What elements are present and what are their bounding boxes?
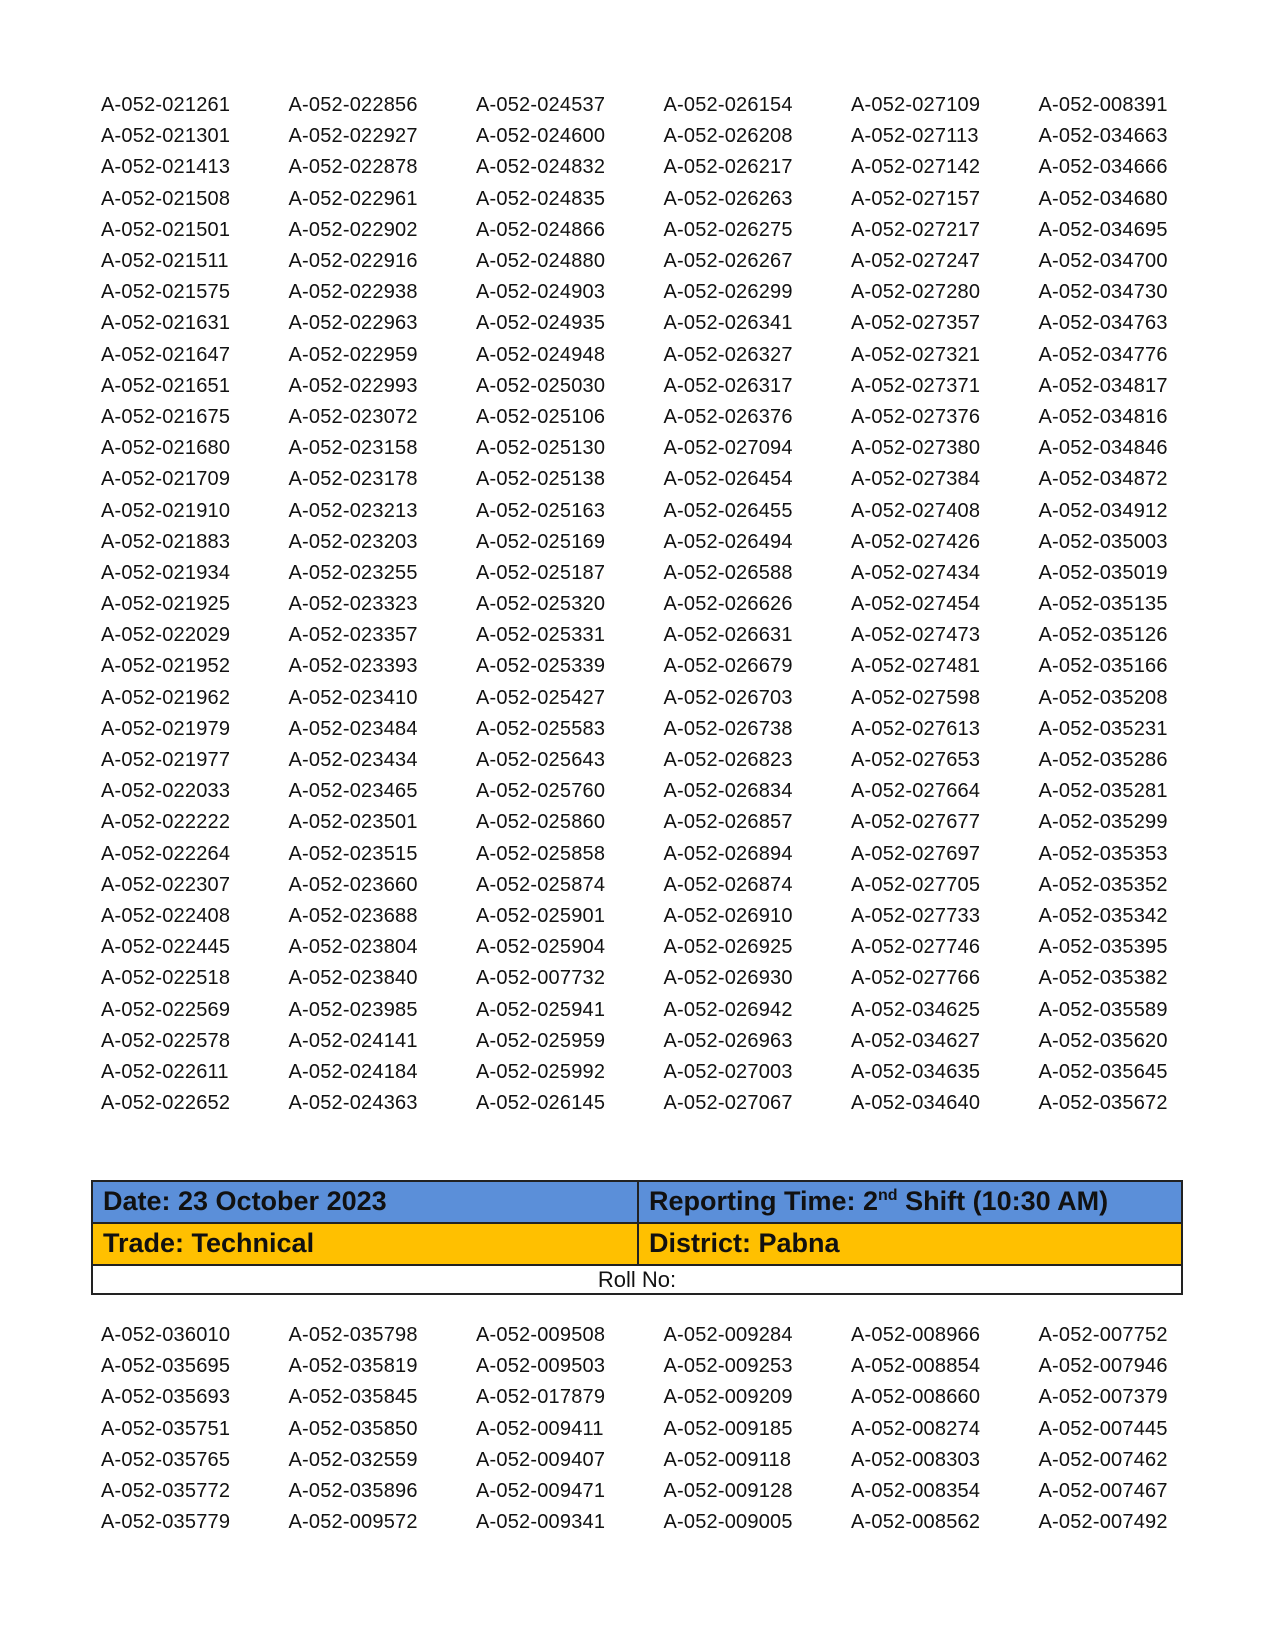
roll-number: A-052-023501 — [288, 811, 418, 834]
roll-number: A-052-026631 — [663, 624, 793, 647]
roll-number: A-052-008391 — [1038, 94, 1168, 117]
roll-number: A-052-009284 — [663, 1324, 793, 1347]
top-row — [101, 527, 1226, 558]
top-row — [101, 1057, 1226, 1088]
roll-number: A-052-034700 — [1038, 250, 1168, 273]
roll-number: A-052-026341 — [663, 312, 793, 335]
roll-number: A-052-025904 — [476, 936, 606, 959]
roll-number: A-052-034695 — [1038, 218, 1168, 241]
roll-number: A-052-035693 — [101, 1386, 231, 1409]
roll-number: A-052-008303 — [851, 1448, 981, 1471]
roll-number: A-052-027157 — [851, 187, 981, 210]
roll-number: A-052-026455 — [663, 499, 793, 522]
district-cell: District: Pabna — [637, 1224, 1181, 1264]
roll-number: A-052-022518 — [101, 967, 231, 990]
roll-number: A-052-009572 — [288, 1511, 418, 1534]
roll-number: A-052-009508 — [476, 1324, 606, 1347]
roll-number: A-052-026963 — [663, 1029, 793, 1052]
roll-number: A-052-025187 — [476, 561, 606, 584]
roll-number: A-052-027473 — [851, 624, 981, 647]
roll-number: A-052-023393 — [288, 655, 418, 678]
roll-number: A-052-022445 — [101, 936, 231, 959]
roll-number: A-052-035352 — [1038, 873, 1168, 896]
roll-number: A-052-035342 — [1038, 904, 1168, 927]
top-row — [101, 994, 1226, 1025]
roll-number: A-052-026267 — [663, 250, 793, 273]
roll-number: A-052-026834 — [663, 780, 793, 803]
roll-number: A-052-024935 — [476, 312, 606, 335]
roll-number: A-052-022902 — [288, 218, 418, 241]
roll-number: A-052-026299 — [663, 281, 793, 304]
roll-number: A-052-008660 — [851, 1386, 981, 1409]
roll-number: A-052-021925 — [101, 593, 231, 616]
roll-number: A-052-025858 — [476, 842, 606, 865]
roll-number: A-052-027426 — [851, 530, 981, 553]
roll-number: A-052-026208 — [663, 125, 793, 148]
roll-number: A-052-024903 — [476, 281, 606, 304]
roll-number: A-052-021508 — [101, 187, 231, 210]
roll-number: A-052-024363 — [288, 1092, 418, 1115]
roll-number: A-052-021883 — [101, 530, 231, 553]
roll-number: A-052-025163 — [476, 499, 606, 522]
roll-number: A-052-023357 — [288, 624, 418, 647]
top-row — [101, 932, 1226, 963]
roll-number: A-052-007467 — [1038, 1480, 1168, 1503]
top-row — [101, 152, 1226, 183]
roll-number: A-052-027384 — [851, 468, 981, 491]
top-row — [101, 90, 1226, 121]
roll-number: A-052-027247 — [851, 250, 981, 273]
roll-number: A-052-027598 — [851, 686, 981, 709]
top-row — [101, 495, 1226, 526]
roll-number: A-052-007462 — [1038, 1448, 1168, 1471]
roll-number: A-052-008354 — [851, 1480, 981, 1503]
roll-number: A-052-035231 — [1038, 717, 1168, 740]
roll-number: A-052-026376 — [663, 405, 793, 428]
roll-number: A-052-009128 — [663, 1480, 793, 1503]
roll-number: A-052-035819 — [288, 1355, 418, 1378]
top-row — [101, 558, 1226, 589]
bottom-row — [101, 1507, 1226, 1538]
roll-number: A-052-023323 — [288, 593, 418, 616]
roll-number: A-052-027705 — [851, 873, 981, 896]
roll-number: A-052-035353 — [1038, 842, 1168, 865]
roll-number: A-052-035166 — [1038, 655, 1168, 678]
top-row — [101, 901, 1226, 932]
roll-number: A-052-022569 — [101, 998, 231, 1021]
top-row — [101, 433, 1226, 464]
roll-number: A-052-025331 — [476, 624, 606, 647]
roll-number: A-052-022578 — [101, 1029, 231, 1052]
roll-number: A-052-026925 — [663, 936, 793, 959]
roll-number: A-052-024832 — [476, 156, 606, 179]
roll-number: A-052-027380 — [851, 437, 981, 460]
top-row — [101, 121, 1226, 152]
roll-number: A-052-021261 — [101, 94, 231, 117]
roll-number: A-052-027454 — [851, 593, 981, 616]
top-row — [101, 340, 1226, 371]
roll-number: A-052-025643 — [476, 749, 606, 772]
roll-number: A-052-027217 — [851, 218, 981, 241]
roll-number: A-052-007379 — [1038, 1386, 1168, 1409]
roll-number: A-052-024141 — [288, 1029, 418, 1052]
roll-number: A-052-021680 — [101, 437, 231, 460]
roll-number: A-052-035779 — [101, 1511, 231, 1534]
roll-number: A-052-035208 — [1038, 686, 1168, 709]
roll-number: A-052-022963 — [288, 312, 418, 335]
roll-number: A-052-035772 — [101, 1480, 231, 1503]
roll-number: A-052-022927 — [288, 125, 418, 148]
top-row — [101, 807, 1226, 838]
roll-number: A-052-026217 — [663, 156, 793, 179]
roll-number: A-052-034817 — [1038, 374, 1168, 397]
roll-number: A-052-027677 — [851, 811, 981, 834]
roll-number: A-052-027142 — [851, 156, 981, 179]
top-row — [101, 308, 1226, 339]
top-row — [101, 651, 1226, 682]
roll-number: A-052-026894 — [663, 842, 793, 865]
roll-number: A-052-022408 — [101, 904, 231, 927]
roll-number: A-052-022961 — [288, 187, 418, 210]
bottom-row — [101, 1445, 1226, 1476]
roll-number: A-052-022959 — [288, 343, 418, 366]
roll-number: A-052-021977 — [101, 749, 231, 772]
roll-number: A-052-021962 — [101, 686, 231, 709]
roll-number: A-052-025760 — [476, 780, 606, 803]
roll-number: A-052-034663 — [1038, 125, 1168, 148]
roll-number: A-052-021511 — [101, 250, 229, 273]
roll-number: A-052-027697 — [851, 842, 981, 865]
roll-number: A-052-024835 — [476, 187, 606, 210]
roll-number: A-052-034680 — [1038, 187, 1168, 210]
top-row — [101, 1088, 1226, 1119]
roll-number: A-052-008562 — [851, 1511, 981, 1534]
roll-number: A-052-035299 — [1038, 811, 1168, 834]
roll-number: A-052-021952 — [101, 655, 231, 678]
roll-number: A-052-026317 — [663, 374, 793, 397]
exam-info-table — [91, 1180, 1183, 1295]
roll-number: A-052-025106 — [476, 405, 606, 428]
bottom-row — [101, 1476, 1226, 1507]
roll-number: A-052-026494 — [663, 530, 793, 553]
roll-number: A-052-021979 — [101, 717, 231, 740]
roll-number: A-052-027733 — [851, 904, 981, 927]
roll-number: A-052-023213 — [288, 499, 418, 522]
roll-number: A-052-025959 — [476, 1029, 606, 1052]
roll-number: A-052-026263 — [663, 187, 793, 210]
roll-number: A-052-034730 — [1038, 281, 1168, 304]
roll-number: A-052-035751 — [101, 1417, 231, 1440]
roll-number: A-052-009341 — [476, 1511, 606, 1534]
roll-number: A-052-023072 — [288, 405, 418, 428]
roll-no-label: Roll No: — [93, 1266, 1181, 1293]
roll-number: A-052-034625 — [851, 998, 981, 1021]
roll-number: A-052-027481 — [851, 655, 981, 678]
roll-number: A-052-026145 — [476, 1092, 606, 1115]
roll-number: A-052-034627 — [851, 1029, 981, 1052]
roll-number: A-052-027434 — [851, 561, 981, 584]
roll-number: A-052-035395 — [1038, 936, 1168, 959]
roll-number: A-052-021675 — [101, 405, 231, 428]
top-row — [101, 464, 1226, 495]
roll-number: A-052-027371 — [851, 374, 981, 397]
roll-number: A-052-023410 — [288, 686, 418, 709]
top-row — [101, 683, 1226, 714]
roll-number: A-052-035126 — [1038, 624, 1168, 647]
roll-number: A-052-027109 — [851, 94, 981, 117]
roll-numbers-top — [101, 90, 1226, 1119]
roll-number: A-052-009411 — [476, 1417, 604, 1440]
roll-number: A-052-008854 — [851, 1355, 981, 1378]
roll-number: A-052-026454 — [663, 468, 793, 491]
roll-number: A-052-022916 — [288, 250, 418, 273]
roll-number: A-052-035286 — [1038, 749, 1168, 772]
roll-number: A-052-026874 — [663, 873, 793, 896]
roll-number: A-052-009471 — [476, 1480, 606, 1503]
roll-number: A-052-036010 — [101, 1324, 231, 1347]
roll-number: A-052-025030 — [476, 374, 606, 397]
roll-number: A-052-027376 — [851, 405, 981, 428]
roll-number: A-052-009118 — [663, 1448, 792, 1471]
roll-number: A-052-009185 — [663, 1417, 793, 1440]
roll-number: A-052-026738 — [663, 717, 793, 740]
roll-number: A-052-025583 — [476, 717, 606, 740]
roll-number: A-052-008274 — [851, 1417, 981, 1440]
roll-number: A-052-022878 — [288, 156, 418, 179]
roll-number: A-052-024184 — [288, 1060, 418, 1083]
roll-number: A-052-022652 — [101, 1092, 231, 1115]
roll-number: A-052-035620 — [1038, 1029, 1168, 1052]
roll-number: A-052-025130 — [476, 437, 606, 460]
roll-number: A-052-021631 — [101, 312, 231, 335]
roll-number: A-052-023804 — [288, 936, 418, 959]
roll-number: A-052-026823 — [663, 749, 793, 772]
top-row — [101, 277, 1226, 308]
roll-number: A-052-035281 — [1038, 780, 1168, 803]
top-row — [101, 1026, 1226, 1057]
roll-number: A-052-035645 — [1038, 1060, 1168, 1083]
roll-number: A-052-023840 — [288, 967, 418, 990]
roll-number: A-052-023484 — [288, 717, 418, 740]
top-row — [101, 745, 1226, 776]
roll-number: A-052-027094 — [663, 437, 793, 460]
roll-number: A-052-025320 — [476, 593, 606, 616]
roll-number: A-052-007752 — [1038, 1324, 1168, 1347]
roll-number: A-052-021934 — [101, 561, 231, 584]
roll-number: A-052-022938 — [288, 281, 418, 304]
top-row — [101, 776, 1226, 807]
roll-number: A-052-023178 — [288, 468, 418, 491]
roll-number: A-052-034763 — [1038, 312, 1168, 335]
roll-number: A-052-026942 — [663, 998, 793, 1021]
roll-number: A-052-009209 — [663, 1386, 793, 1409]
roll-number: A-052-034816 — [1038, 405, 1168, 428]
roll-number: A-052-024866 — [476, 218, 606, 241]
roll-number: A-052-034635 — [851, 1060, 981, 1083]
roll-number: A-052-034872 — [1038, 468, 1168, 491]
roll-number: A-052-007492 — [1038, 1511, 1168, 1534]
roll-number: A-052-035672 — [1038, 1092, 1168, 1115]
roll-number: A-052-025874 — [476, 873, 606, 896]
roll-number: A-052-023158 — [288, 437, 418, 460]
roll-number: A-052-034776 — [1038, 343, 1168, 366]
reporting-time-suffix: Shift (10:30 AM) — [897, 1186, 1109, 1216]
bottom-row — [101, 1351, 1226, 1382]
bottom-row — [101, 1382, 1226, 1413]
roll-number: A-052-008966 — [851, 1324, 981, 1347]
roll-number: A-052-024880 — [476, 250, 606, 273]
roll-number: A-052-026930 — [663, 967, 793, 990]
roll-number: A-052-024600 — [476, 125, 606, 148]
trade-cell: Trade: Technical — [103, 1228, 315, 1258]
roll-number: A-052-025901 — [476, 904, 606, 927]
top-row — [101, 215, 1226, 246]
roll-number: A-052-024537 — [476, 94, 606, 117]
top-row — [101, 839, 1226, 870]
roll-number: A-052-022264 — [101, 842, 231, 865]
roll-number: A-052-007732 — [476, 967, 606, 990]
roll-number: A-052-009005 — [663, 1511, 793, 1534]
roll-number: A-052-034666 — [1038, 156, 1168, 179]
roll-number: A-052-027746 — [851, 936, 981, 959]
top-row — [101, 870, 1226, 901]
top-row — [101, 620, 1226, 651]
roll-number: A-052-023255 — [288, 561, 418, 584]
roll-number: A-052-007445 — [1038, 1417, 1168, 1440]
roll-number: A-052-022029 — [101, 624, 231, 647]
top-row — [101, 714, 1226, 745]
roll-number: A-052-022856 — [288, 94, 418, 117]
roll-number: A-052-027321 — [851, 343, 981, 366]
top-row — [101, 963, 1226, 994]
roll-number: A-052-035845 — [288, 1386, 418, 1409]
roll-number: A-052-035850 — [288, 1417, 418, 1440]
info-row-trade-district — [93, 1224, 1181, 1266]
roll-number: A-052-035765 — [101, 1448, 231, 1471]
roll-number: A-052-027357 — [851, 312, 981, 335]
bottom-row — [101, 1414, 1226, 1445]
roll-number: A-052-025169 — [476, 530, 606, 553]
reporting-time-sup: nd — [878, 1187, 898, 1204]
roll-number: A-052-026327 — [663, 343, 793, 366]
roll-number: A-052-022611 — [101, 1060, 229, 1083]
roll-number: A-052-022993 — [288, 374, 418, 397]
roll-number: A-052-035896 — [288, 1480, 418, 1503]
roll-number: A-052-026275 — [663, 218, 793, 241]
roll-number: A-052-035798 — [288, 1324, 418, 1347]
roll-number: A-052-022307 — [101, 873, 231, 896]
roll-number: A-052-034846 — [1038, 437, 1168, 460]
roll-number: A-052-023688 — [288, 904, 418, 927]
roll-number: A-052-025427 — [476, 686, 606, 709]
roll-number: A-052-025992 — [476, 1060, 606, 1083]
top-row — [101, 589, 1226, 620]
roll-number: A-052-035135 — [1038, 593, 1168, 616]
roll-number: A-052-026588 — [663, 561, 793, 584]
roll-number: A-052-021647 — [101, 343, 231, 366]
roll-number: A-052-027113 — [851, 125, 979, 148]
roll-number: A-052-021651 — [101, 374, 231, 397]
roll-number: A-052-021413 — [101, 156, 231, 179]
roll-number: A-052-026154 — [663, 94, 793, 117]
roll-number: A-052-021301 — [101, 125, 231, 148]
roll-number: A-052-035019 — [1038, 561, 1168, 584]
reporting-time-cell — [637, 1182, 1181, 1222]
roll-number: A-052-022033 — [101, 780, 231, 803]
roll-number: A-052-021501 — [101, 218, 231, 241]
roll-number: A-052-035695 — [101, 1355, 231, 1378]
roll-number: A-052-027766 — [851, 967, 981, 990]
date-cell: Date: 23 October 2023 — [103, 1186, 387, 1216]
roll-number: A-052-026910 — [663, 904, 793, 927]
roll-number: A-052-027408 — [851, 499, 981, 522]
roll-numbers-bottom — [101, 1320, 1226, 1538]
top-row — [101, 246, 1226, 277]
reporting-time-prefix: Reporting Time: 2 — [649, 1186, 879, 1216]
roll-number: A-052-023985 — [288, 998, 418, 1021]
info-row-date-time — [93, 1182, 1181, 1224]
roll-number: A-052-025860 — [476, 811, 606, 834]
roll-number: A-052-026626 — [663, 593, 793, 616]
roll-number: A-052-009503 — [476, 1355, 606, 1378]
roll-number: A-052-023660 — [288, 873, 418, 896]
roll-number: A-052-026857 — [663, 811, 793, 834]
roll-number: A-052-023465 — [288, 780, 418, 803]
bottom-row — [101, 1320, 1226, 1351]
roll-number: A-052-027003 — [663, 1060, 793, 1083]
roll-number: A-052-009253 — [663, 1355, 793, 1378]
roll-number: A-052-023434 — [288, 749, 418, 772]
roll-number: A-052-035382 — [1038, 967, 1168, 990]
roll-number: A-052-022222 — [101, 811, 231, 834]
roll-number: A-052-021575 — [101, 281, 231, 304]
top-row — [101, 402, 1226, 433]
roll-number: A-052-027280 — [851, 281, 981, 304]
roll-number: A-052-035589 — [1038, 998, 1168, 1021]
roll-number: A-052-026703 — [663, 686, 793, 709]
roll-number: A-052-023515 — [288, 842, 418, 865]
roll-number: A-052-007946 — [1038, 1355, 1168, 1378]
roll-number: A-052-027613 — [851, 717, 981, 740]
roll-number: A-052-026679 — [663, 655, 793, 678]
roll-number: A-052-025138 — [476, 468, 606, 491]
roll-number: A-052-009407 — [476, 1448, 606, 1471]
roll-number: A-052-021910 — [101, 499, 231, 522]
roll-number: A-052-034640 — [851, 1092, 981, 1115]
top-row — [101, 184, 1226, 215]
roll-number: A-052-027067 — [663, 1092, 793, 1115]
roll-number: A-052-032559 — [288, 1448, 418, 1471]
roll-number: A-052-035003 — [1038, 530, 1168, 553]
roll-number: A-052-027664 — [851, 780, 981, 803]
top-row — [101, 371, 1226, 402]
roll-number: A-052-021709 — [101, 468, 231, 491]
roll-number: A-052-024948 — [476, 343, 606, 366]
roll-number: A-052-017879 — [476, 1386, 606, 1409]
roll-number: A-052-025941 — [476, 998, 606, 1021]
roll-number: A-052-023203 — [288, 530, 418, 553]
roll-number: A-052-034912 — [1038, 499, 1168, 522]
roll-number: A-052-025339 — [476, 655, 606, 678]
roll-number: A-052-027653 — [851, 749, 981, 772]
